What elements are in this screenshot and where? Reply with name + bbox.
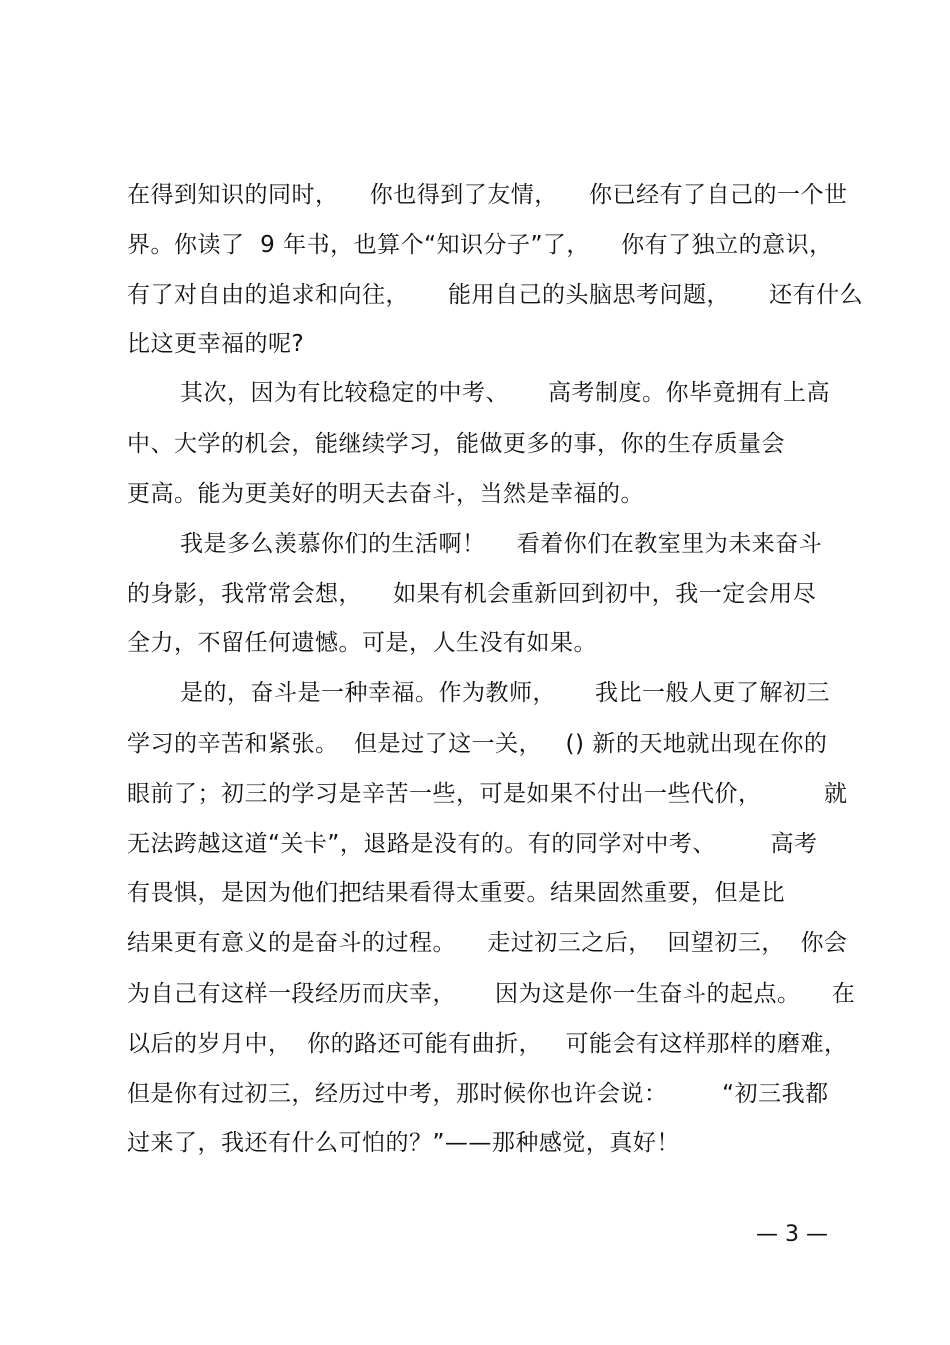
- paragraph-line: 为自己有这样一段经历而庆幸， 因为这是你一生奋斗的起点。 在: [127, 981, 856, 1007]
- paragraph-line: 有畏惧，是因为他们把结果看得太重要。结果固然重要，但是比: [127, 880, 785, 906]
- paragraph-line: 比这更幸福的呢?: [127, 331, 305, 357]
- paragraph-line: 学习的辛苦和紧张。 但是过了这一关， () 新的天地就出现在你的: [127, 731, 828, 757]
- paragraph-line: 是的，奋斗是一种幸福。作为教师， 我比一般人更了解初三: [180, 680, 831, 706]
- paragraph-line: 全力，不留任何遗憾。可是，人生没有如果。: [127, 630, 597, 656]
- paragraph-line: 我是多么羡慕你们的生活啊！ 看着你们在教室里为未来奋斗: [180, 531, 823, 557]
- paragraph-line: 在得到知识的同时， 你也得到了友情， 你已经有了自己的一个世: [127, 182, 848, 208]
- paragraph-line: 无法跨越这道“关卡”，退路是没有的。有的同学对中考、 高考: [127, 831, 818, 857]
- paragraph-line: 的身影，我常常会想， 如果有机会重新回到初中，我一定会用尽: [127, 581, 817, 607]
- paragraph-line: 中、大学的机会，能继续学习，能做更多的事，你的生存质量会: [127, 431, 785, 457]
- paragraph-line: 以后的岁月中， 你的路还可能有曲折， 可能会有这样那样的磨难，: [127, 1031, 848, 1057]
- paragraph-line: 有了对自由的追求和向往， 能用自己的头脑思考问题， 还有什么: [127, 282, 864, 308]
- paragraph-line: 其次，因为有比较稳定的中考、 高考制度。你毕竟拥有上高: [180, 380, 831, 406]
- paragraph-line: 结果更有意义的是奋斗的过程。 走过初三之后， 回望初三， 你会: [127, 930, 848, 956]
- page-number: — 3 —: [756, 1222, 828, 1247]
- paragraph-line: 眼前了；初三的学习是辛苦一些，可是如果不付出一些代价， 就: [127, 781, 848, 807]
- paragraph-line: 界。你读了 9 年书，也算个“知识分子”了， 你有了独立的意识，: [127, 232, 833, 258]
- paragraph-line: 但是你有过初三，经历过中考，那时候你也许会说： “初三我都: [127, 1081, 829, 1107]
- paragraph-line: 更高。能为更美好的明天去奋斗，当然是幸福的。: [127, 481, 644, 507]
- paragraph-line: 过来了，我还有什么可怕的？”——那种感觉，真好！: [127, 1130, 680, 1156]
